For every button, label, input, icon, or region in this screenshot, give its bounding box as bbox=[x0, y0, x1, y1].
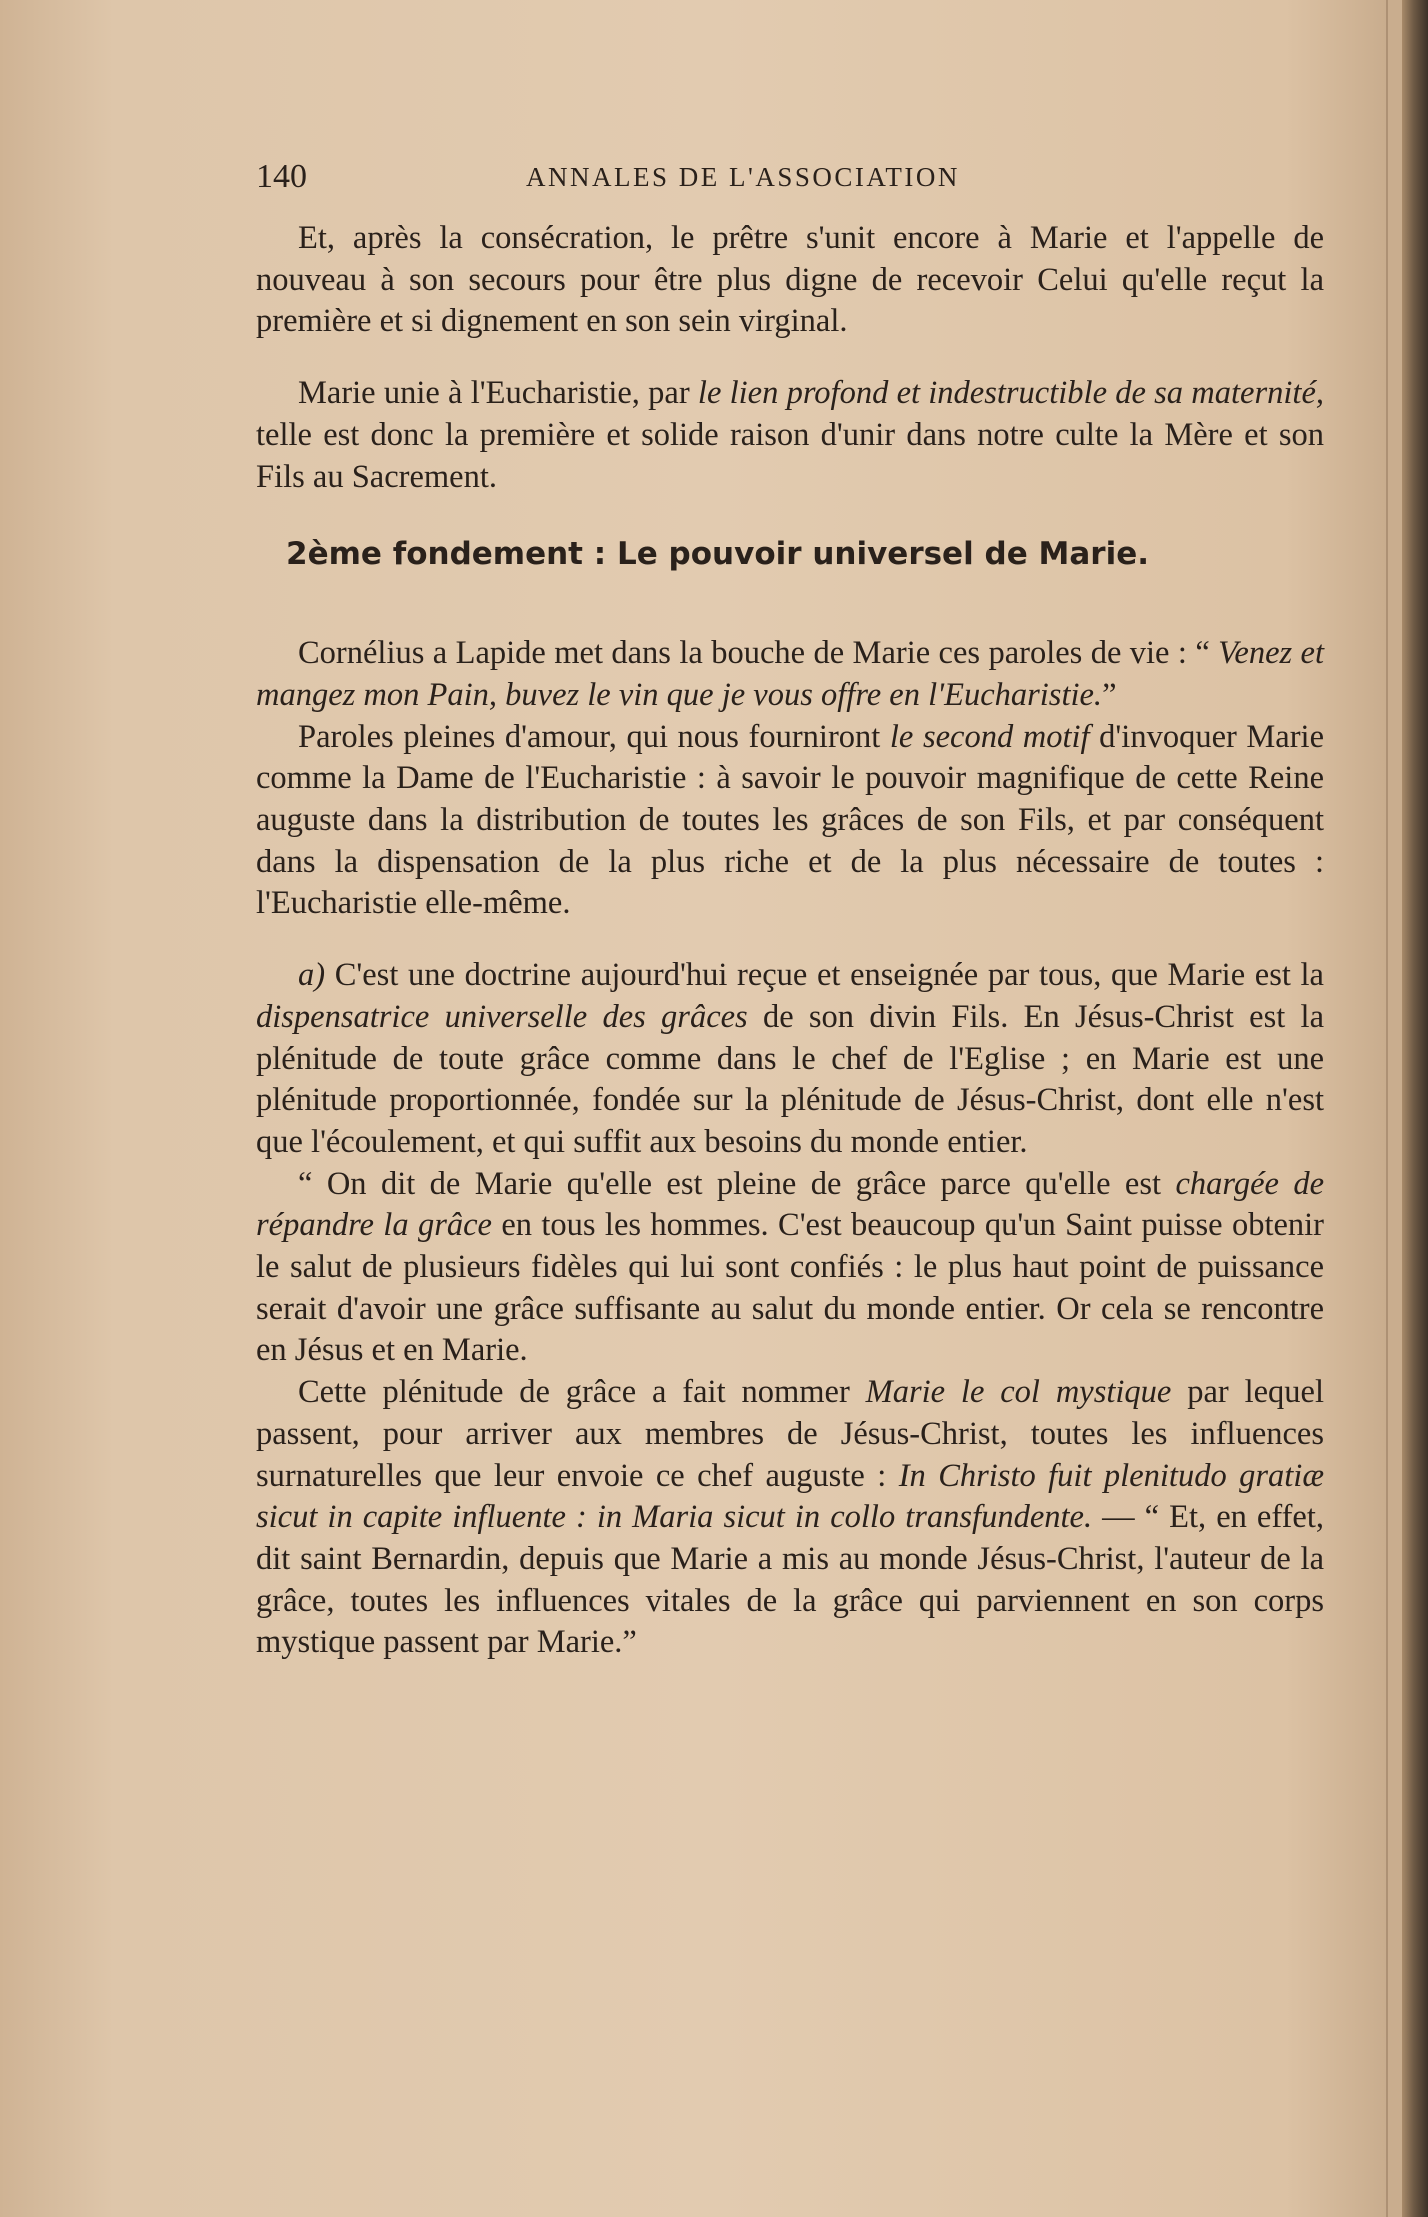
paragraph-4 bbox=[256, 717, 1324, 926]
paragraph-4-italic: le second motif bbox=[889, 718, 1090, 755]
paragraph-6-text-a: “ On dit de Marie qu'elle est pleine de grâce parce qu'elle est bbox=[298, 1165, 1176, 1202]
paragraph-2 bbox=[256, 373, 1324, 498]
paragraph-5-text-d: de son divin Fils. En Jésus-Christ est la plénitude de toute grâce comme dans le chef de l'Eglise ; en Marie est une plénitude proportionnée, fondée sur la plénitude de Jésus-Christ, dont elle n'est que l'écoulement, et qui suffit aux besoins du monde entier. bbox=[256, 998, 1324, 1160]
paragraph-3-quote: Venez et mangez mon Pain, buvez le vin que je vous offre en l'Eucharistie. bbox=[256, 635, 1325, 713]
paragraph-2-text-c: telle est donc la première et solide raison d'unir dans notre culte la Mère et son Fils au Sacrement. bbox=[256, 416, 1324, 495]
paragraph-7-latin-quote: In Christo fuit plenitudo gratiæ sicut in capite influente : in Maria sicut in collo transfundente. bbox=[256, 1457, 1325, 1536]
paragraph-5-italic: dispensatrice universelle des grâces bbox=[256, 998, 748, 1035]
body-text bbox=[256, 218, 1324, 1664]
paragraph-6 bbox=[256, 1164, 1324, 1373]
paragraph-6-italic: chargée de répandre la grâce bbox=[256, 1165, 1324, 1244]
paragraph-7-text-e: — “ Et, en effet, dit saint Bernardin, depuis que Marie a mis au monde Jésus-Christ, l'auteur de la grâce, toutes les influences vitales de la grâce qui parviennent en son corps mystique passent par Marie.” bbox=[256, 1499, 1324, 1661]
paragraph-7-italic: Marie le col mystique bbox=[865, 1374, 1172, 1411]
paragraph-3-text-a: Cornélius a Lapide met dans la bouche de Marie ces paroles de vie : “ bbox=[298, 635, 1219, 672]
paragraph-3 bbox=[256, 633, 1324, 716]
page-number: 140 bbox=[256, 158, 307, 195]
paragraph-1: Et, après la consécration, le prêtre s'unit encore à Marie et l'appelle de nouveau à son secours pour être plus digne de recevoir Celui qu'elle reçut la première et si dignement en son sein virginal. bbox=[256, 220, 1324, 340]
paragraph-7-text-a: Cette plénitude de grâce a fait nommer bbox=[298, 1374, 866, 1411]
paragraph-7-text-c: par lequel passent, pour arriver aux membres de Jésus-Christ, toutes les influences surnaturelles que leur envoie ce chef auguste : bbox=[256, 1374, 1324, 1494]
paragraph-2-text-a: Marie unie à l'Eucharistie, par bbox=[298, 375, 698, 412]
binding-shadow-line bbox=[1386, 0, 1388, 2217]
page-header bbox=[256, 158, 1324, 202]
paragraph-4-text-c: d'invoquer Marie comme la Dame de l'Eucharistie : à savoir le pouvoir magnifique de cette Reine auguste dans la distribution de toutes les grâces de son Fils, et par conséquent dans la dispensation de la plus riche et de la plus nécessaire de toutes : l'Eucharistie elle-même. bbox=[256, 718, 1324, 922]
paragraph-5-text-b: C'est une doctrine aujourd'hui reçue et enseignée par tous, que Marie est la bbox=[325, 957, 1324, 994]
paragraph-6-text-c: en tous les hommes. C'est beaucoup qu'un Saint puisse obtenir le salut de plusieurs fidèles qui lui sont confiés : le plus haut point de puissance serait d'avoir une grâce suffisante au salut du monde entier. Or cela se rencontre en Jésus et en Marie. bbox=[256, 1207, 1325, 1369]
page-edge bbox=[1402, 0, 1428, 2217]
paragraph-3-text-c: ” bbox=[1102, 676, 1117, 713]
running-title: ANNALES DE L'ASSOCIATION bbox=[526, 162, 960, 192]
paragraph-4-text-a: Paroles pleines d'amour, qui nous fourniront bbox=[298, 718, 890, 755]
paragraph-5-marker: a) bbox=[298, 957, 326, 994]
section-heading: 2ème fondement : Le pouvoir universel de Marie. bbox=[286, 536, 1149, 573]
paragraph-7 bbox=[256, 1372, 1324, 1664]
paragraph-2-italic: le lien profond et indestructible de sa maternité, bbox=[697, 375, 1324, 412]
paragraph-5 bbox=[256, 955, 1324, 1164]
